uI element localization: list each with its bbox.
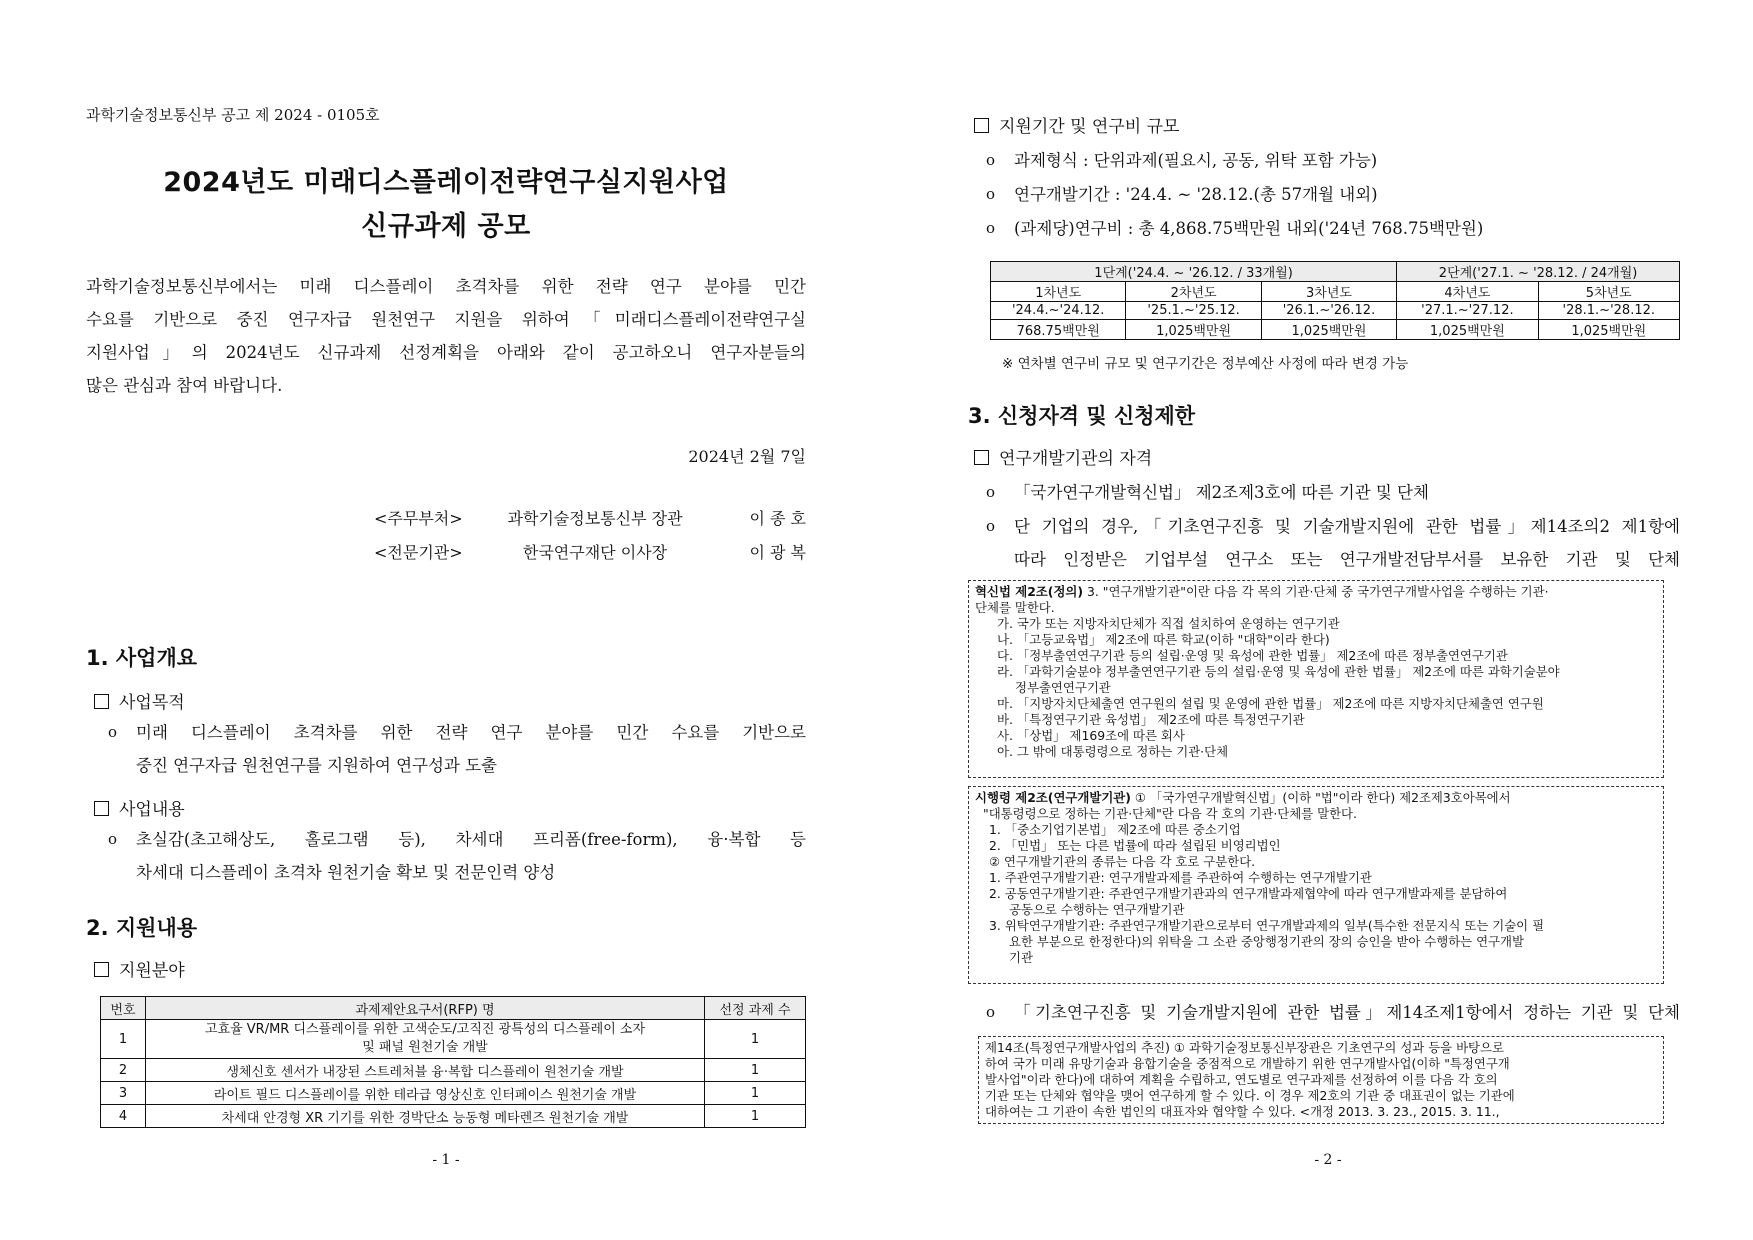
bullet-circle-icon: o xyxy=(986,483,996,501)
subsection-field: 지원분야 xyxy=(94,956,185,981)
signatory-row xyxy=(374,506,806,529)
qualification-bullet: o 단 기업의 경우,「기초연구진흥 및 기술개발지원에 관한 법률」제14조의2 제1항에 따라 인정받은 기업부설 연구소 또는 연구개발전담부서를 보유한 기관 및 단체 xyxy=(986,510,1680,576)
bullet-circle-icon: o xyxy=(986,1003,996,1021)
budget-table xyxy=(990,261,1680,340)
intro-line: 과학기술정보통신부에서는 미래 디스플레이 초격차를 위한 전략 연구 분야를 민간 xyxy=(86,277,806,296)
law-box-basic-research-act: 제14조(특정연구개발사업의 추진) ① 과학기술정보통신부장관은 기초연구의 성과 등을 바탕으로 하여 국가 미래 유망기술과 융합기술을 중점적으로 개발하기 위한 연구개발사업(이하 "특정연구개 발사업"이라 한다)에 대하여 계획을 수립하고, 연도별로 연구과제를 선정하여 이를 다음 각 호의 기관 또는 단체와 협약을 맺어 연구하게 할 수 있다. 이 경우 제2호의 기관 중 대표권이 없는 기관에 대하여는 그 기관이 속한 법인의 대표자와 협약할 수 있다. <개정 2013. 3. 23., 2015. 3. 11., xyxy=(978,1036,1664,1124)
cell-no: 3 xyxy=(101,1082,146,1105)
col-header-rfp: 과제제안요구서(RFP) 명 xyxy=(146,997,705,1020)
period-row xyxy=(991,302,1680,320)
year-cell: 4차년도 xyxy=(1397,282,1538,302)
subsection-period: 지원기간 및 연구비 규모 xyxy=(974,112,1179,137)
stage-row xyxy=(991,262,1680,282)
checkbox-square-icon xyxy=(94,801,109,816)
period-cell: '25.1.~'25.12. xyxy=(1126,302,1261,320)
page-1 xyxy=(86,0,806,1240)
col-header-no: 번호 xyxy=(101,997,146,1020)
table-row xyxy=(101,1082,806,1105)
table-row xyxy=(101,1059,806,1082)
period-bullet: o 과제형식 : 단위과제(필요시, 공동, 위탁 포함 가능) xyxy=(986,144,1680,177)
qualification-bullet: o 「국가연구개발혁신법」 제2조제3호에 따른 기관 및 단체 xyxy=(986,476,1680,509)
year-cell: 3차년도 xyxy=(1261,282,1396,302)
amount-cell: 1,025백만원 xyxy=(1538,320,1679,340)
cell-rfp-name: 라이트 필드 디스플레이를 위한 테라급 영상신호 인터페이스 원천기술 개발 xyxy=(146,1082,705,1105)
cell-no: 4 xyxy=(101,1105,146,1128)
period-cell: '27.1.~'27.12. xyxy=(1397,302,1538,320)
table-header-row xyxy=(101,997,806,1020)
year-cell: 1차년도 xyxy=(991,282,1126,302)
bullet-circle-icon: o xyxy=(986,185,996,203)
cell-count: 1 xyxy=(705,1082,806,1105)
section-3-title: 3. 신청자격 및 신청제한 xyxy=(968,404,1196,428)
year-cell: 2차년도 xyxy=(1126,282,1261,302)
notice-date: 2024년 2월 7일 xyxy=(688,447,806,466)
amount-cell: 1,025백만원 xyxy=(1261,320,1396,340)
cell-rfp-name: 생체신호 센서가 내장된 스트레처블 융·복합 디스플레이 원천기술 개발 xyxy=(146,1059,705,1082)
rfp-table xyxy=(100,996,806,1128)
bullet-circle-icon: o xyxy=(108,830,118,848)
signatory-title: 한국연구재단 이사장 xyxy=(522,543,668,562)
bullet-circle-icon: o xyxy=(986,219,996,237)
cell-no: 1 xyxy=(101,1020,146,1059)
page-number: - 2 - xyxy=(1314,1152,1342,1168)
signatory-name: 이 광 복 xyxy=(749,543,806,562)
qualification-bullet: o 「기초연구진흥 및 기술개발지원에 관한 법률」제14조제1항에서 정하는 기관 및 단체 xyxy=(986,996,1680,1029)
doc-title-line2: 신규과제 공모 xyxy=(361,211,531,242)
col-header-count: 선정 과제 수 xyxy=(705,997,806,1020)
intro-line: 지원사업」의 2024년도 신규과제 선정계획을 아래와 같이 공고하오니 연구자분들의 xyxy=(86,343,806,362)
cell-no: 2 xyxy=(101,1059,146,1082)
checkbox-square-icon xyxy=(974,118,989,133)
bullet-circle-icon: o xyxy=(986,517,996,535)
checkbox-square-icon xyxy=(974,450,989,465)
content-bullet: o 초실감(초고해상도, 홀로그램 등), 차세대 프리폼(free-form), 융·복합 등 차세대 디스플레이 초격차 원천기술 확보 및 전문인력 양성 xyxy=(108,823,806,889)
period-cell: '24.4.~'24.12. xyxy=(991,302,1126,320)
budget-note: ※ 연차별 연구비 규모 및 연구기간은 정부예산 사정에 따라 변경 가능 xyxy=(1002,356,1409,372)
page-2 xyxy=(968,0,1680,1240)
amount-cell: 1,025백만원 xyxy=(1126,320,1261,340)
bullet-circle-icon: o xyxy=(986,151,996,169)
checkbox-square-icon xyxy=(94,694,109,709)
law-box-innovation-act: 혁신법 제2조(정의) 3. "연구개발기관"이란 다음 각 목의 기관·단체 중 국가연구개발사업을 수행하는 기관· 단체를 말한다. 가. 국가 또는 지방자치단체가 직접 설치하여 운영하는 연구기관 나. 「고등교육법」 제2조에 따른 학교(이하 "대학"이라 한다) 다. 「정부출연연구기관 등의 설립·운영 및 육성에 관한 법률」 제2조에 따른 정부출연연구기관 라. 「과학기술분야 정부출연연구기관 등의 설립·운영 및 육성에 관한 법률」 제2조에 따른 과학기술분야 정부출연연구기관 마. 「지방자치단체출연 연구원의 설립 및 운영에 관한 법률」 제2조에 따른 지방자치단체출연 연구원 바. 「특정연구기관 육성법」 제2조에 따른 특정연구기관 사. 「상법」 제169조에 따른 회사 아. 그 밖에 대통령령으로 정하는 기관·단체 xyxy=(968,580,1664,778)
law-box-enforcement-decree: 시행령 제2조(연구개발기관) ① 「국가연구개발혁신법」(이하 "법"이라 한다) 제2조제3호아목에서 "대통령령으로 정하는 기관·단체"란 다음 각 호의 기관·단체를 말한다. 1. 「중소기업기본법」 제2조에 따른 중소기업 2. 「민법」 또는 다른 법률에 따라 설립된 비영리법인 ② 연구개발기관의 종류는 다음 각 호로 구분한다. 1. 주관연구개발기관: 연구개발과제를 주관하여 수행하는 연구개발기관 2. 공동연구개발기관: 주관연구개발기관과의 연구개발과제협약에 따라 연구개발과제를 분담하여 공동으로 수행하는 연구개발기관 3. 위탁연구개발기관: 주관연구개발기관으로부터 연구개발과제의 일부(특수한 전문지식 또는 기술이 필 요한 부분으로 한정한다)의 위탁을 그 소관 중앙행정기관의 장의 승인을 받아 수행하는 연구개발 기관 xyxy=(968,786,1664,984)
period-cell: '26.1.~'26.12. xyxy=(1261,302,1396,320)
year-row xyxy=(991,282,1680,302)
section-2-title: 2. 지원내용 xyxy=(86,916,198,940)
doc-title-line1: 2024년도 미래디스플레이전략연구실지원사업 xyxy=(163,167,729,198)
cell-count: 1 xyxy=(705,1020,806,1059)
amount-row xyxy=(991,320,1680,340)
bullet-circle-icon: o xyxy=(108,723,118,741)
intro-paragraph xyxy=(86,270,806,402)
signatory-title: 과학기술정보통신부 장관 xyxy=(507,509,683,528)
signatory-name: 이 종 호 xyxy=(749,509,806,528)
checkbox-square-icon xyxy=(94,962,109,977)
cell-rfp-name: 고효율 VR/MR 디스플레이를 위한 고색순도/고직진 광특성의 디스플레이 소자 및 패널 원천기술 개발 xyxy=(146,1020,705,1059)
signatory-org: <주무부처> xyxy=(374,509,463,528)
subsection-purpose: 사업목적 xyxy=(94,688,185,713)
period-bullet: o (과제당)연구비 : 총 4,868.75백만원 내외('24년 768.75백만원) xyxy=(986,212,1680,245)
stage-1-cell: 1단계('24.4. ~ '26.12. / 33개월) xyxy=(991,262,1397,282)
subsection-qualification: 연구개발기관의 자격 xyxy=(974,444,1152,469)
period-cell: '28.1.~'28.12. xyxy=(1538,302,1679,320)
intro-line: 많은 관심과 참여 바랍니다. xyxy=(86,376,283,395)
section-1-title: 1. 사업개요 xyxy=(86,646,198,670)
stage-2-cell: 2단계('27.1. ~ '28.12. / 24개월) xyxy=(1397,262,1680,282)
intro-line: 수요를 기반으로 중진 연구자급 원천연구 지원을 위하여「미래디스플레이전략연구실 xyxy=(86,310,806,329)
table-row xyxy=(101,1105,806,1128)
signatory-org: <전문기관> xyxy=(374,543,463,562)
year-cell: 5차년도 xyxy=(1538,282,1679,302)
notice-number: 과학기술정보통신부 공고 제 2024 - 0105호 xyxy=(86,106,380,124)
amount-cell: 1,025백만원 xyxy=(1397,320,1538,340)
amount-cell: 768.75백만원 xyxy=(991,320,1126,340)
table-row xyxy=(101,1020,806,1059)
cell-rfp-name: 차세대 안경형 XR 기기를 위한 경박단소 능동형 메타렌즈 원천기술 개발 xyxy=(146,1105,705,1128)
period-bullet: o 연구개발기간 : '24.4. ~ '28.12.(총 57개월 내외) xyxy=(986,178,1680,211)
subsection-content: 사업내용 xyxy=(94,795,185,820)
page-number: - 1 - xyxy=(432,1152,460,1168)
cell-count: 1 xyxy=(705,1059,806,1082)
purpose-bullet: o 미래 디스플레이 초격차를 위한 전략 연구 분야를 민간 수요를 기반으로 중진 연구자급 원천연구를 지원하여 연구성과 도출 xyxy=(108,716,806,782)
signatory-row xyxy=(374,540,806,563)
cell-count: 1 xyxy=(705,1105,806,1128)
